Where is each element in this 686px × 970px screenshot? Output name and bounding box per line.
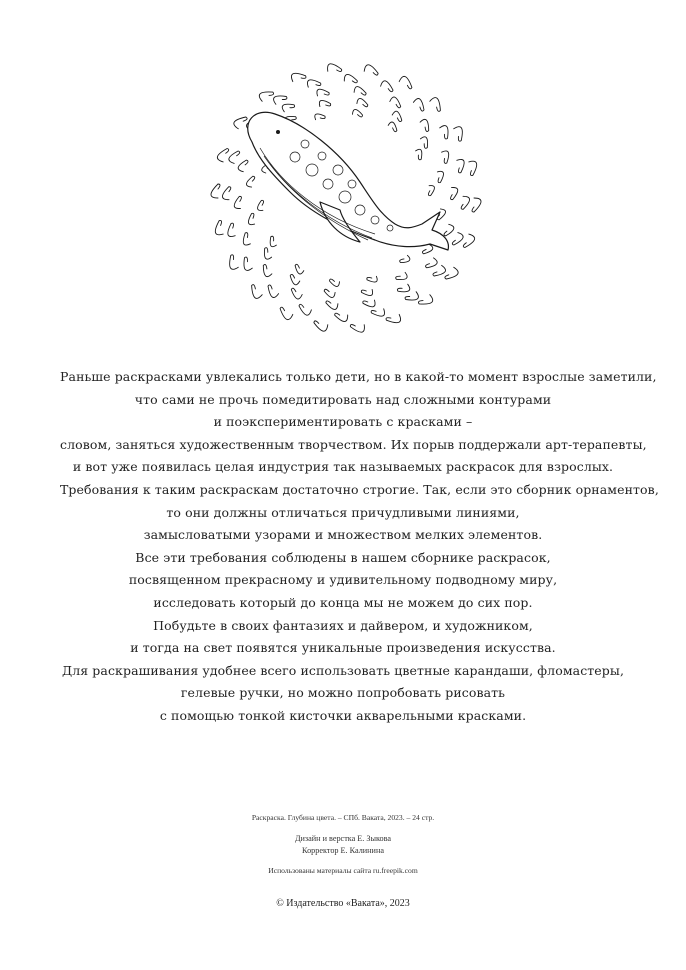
- body-line: что сами не прочь помедитировать над сложными контурами: [134, 391, 552, 407]
- proofreader-credit: Корректор Е. Калинина: [302, 846, 384, 855]
- intro-text: [60, 366, 659, 728]
- bibliographic-line: Раскраска. Глубина цвета. – СПб. Ваката, 2023. – 24 стр.: [251, 813, 435, 822]
- body-line: Раньше раскрасками увлекались только дети, но в какой-то момент взрослые заметили,: [60, 369, 657, 384]
- body-line: посвященном прекрасному и удивительному подводному миру,: [128, 572, 558, 588]
- whale-in-waves-icon: [200, 52, 492, 344]
- body-line: и тогда на свет появятся уникальные произведения искусства.: [130, 640, 556, 656]
- body-line: и поэкспериментировать с красками –: [213, 414, 473, 430]
- design-credit: Дизайн и верстка Е. Зыкова: [294, 834, 392, 843]
- body-line: исследовать который до конца мы не можем до сих пор.: [153, 594, 533, 610]
- copyright-line: © Издательство «Ваката», 2023: [276, 898, 410, 909]
- body-line: Побудьте в своих фантазиях и дайвером, и художником,: [153, 617, 533, 633]
- body-line: и вот уже появилась целая индустрия так называемых раскрасок для взрослых.: [72, 459, 614, 475]
- body-line: то они должны отличаться причудливыми линиями,: [166, 504, 520, 520]
- body-line: гелевые ручки, но можно попробовать рисовать: [180, 685, 506, 701]
- body-line: Требования к таким раскраскам достаточно строгие. Так, если это сборник орнаментов,: [60, 481, 659, 497]
- materials-credit: Использованы материалы сайта ru.freepik.com: [268, 866, 418, 875]
- body-line: с помощью тонкой кисточки акварельными красками.: [159, 707, 527, 723]
- body-line: Для раскрашивания удобнее всего использовать цветные карандаши, фломастеры,: [61, 662, 625, 678]
- body-line: замысловатыми узорами и множеством мелких элементов.: [143, 527, 543, 543]
- body-line: словом, заняться художественным творчеством. Их порыв поддержали арт-терапевты,: [60, 436, 647, 452]
- body-line: Все эти требования соблюдены в нашем сборнике раскрасок,: [135, 549, 551, 565]
- imprint-block: [143, 812, 543, 877]
